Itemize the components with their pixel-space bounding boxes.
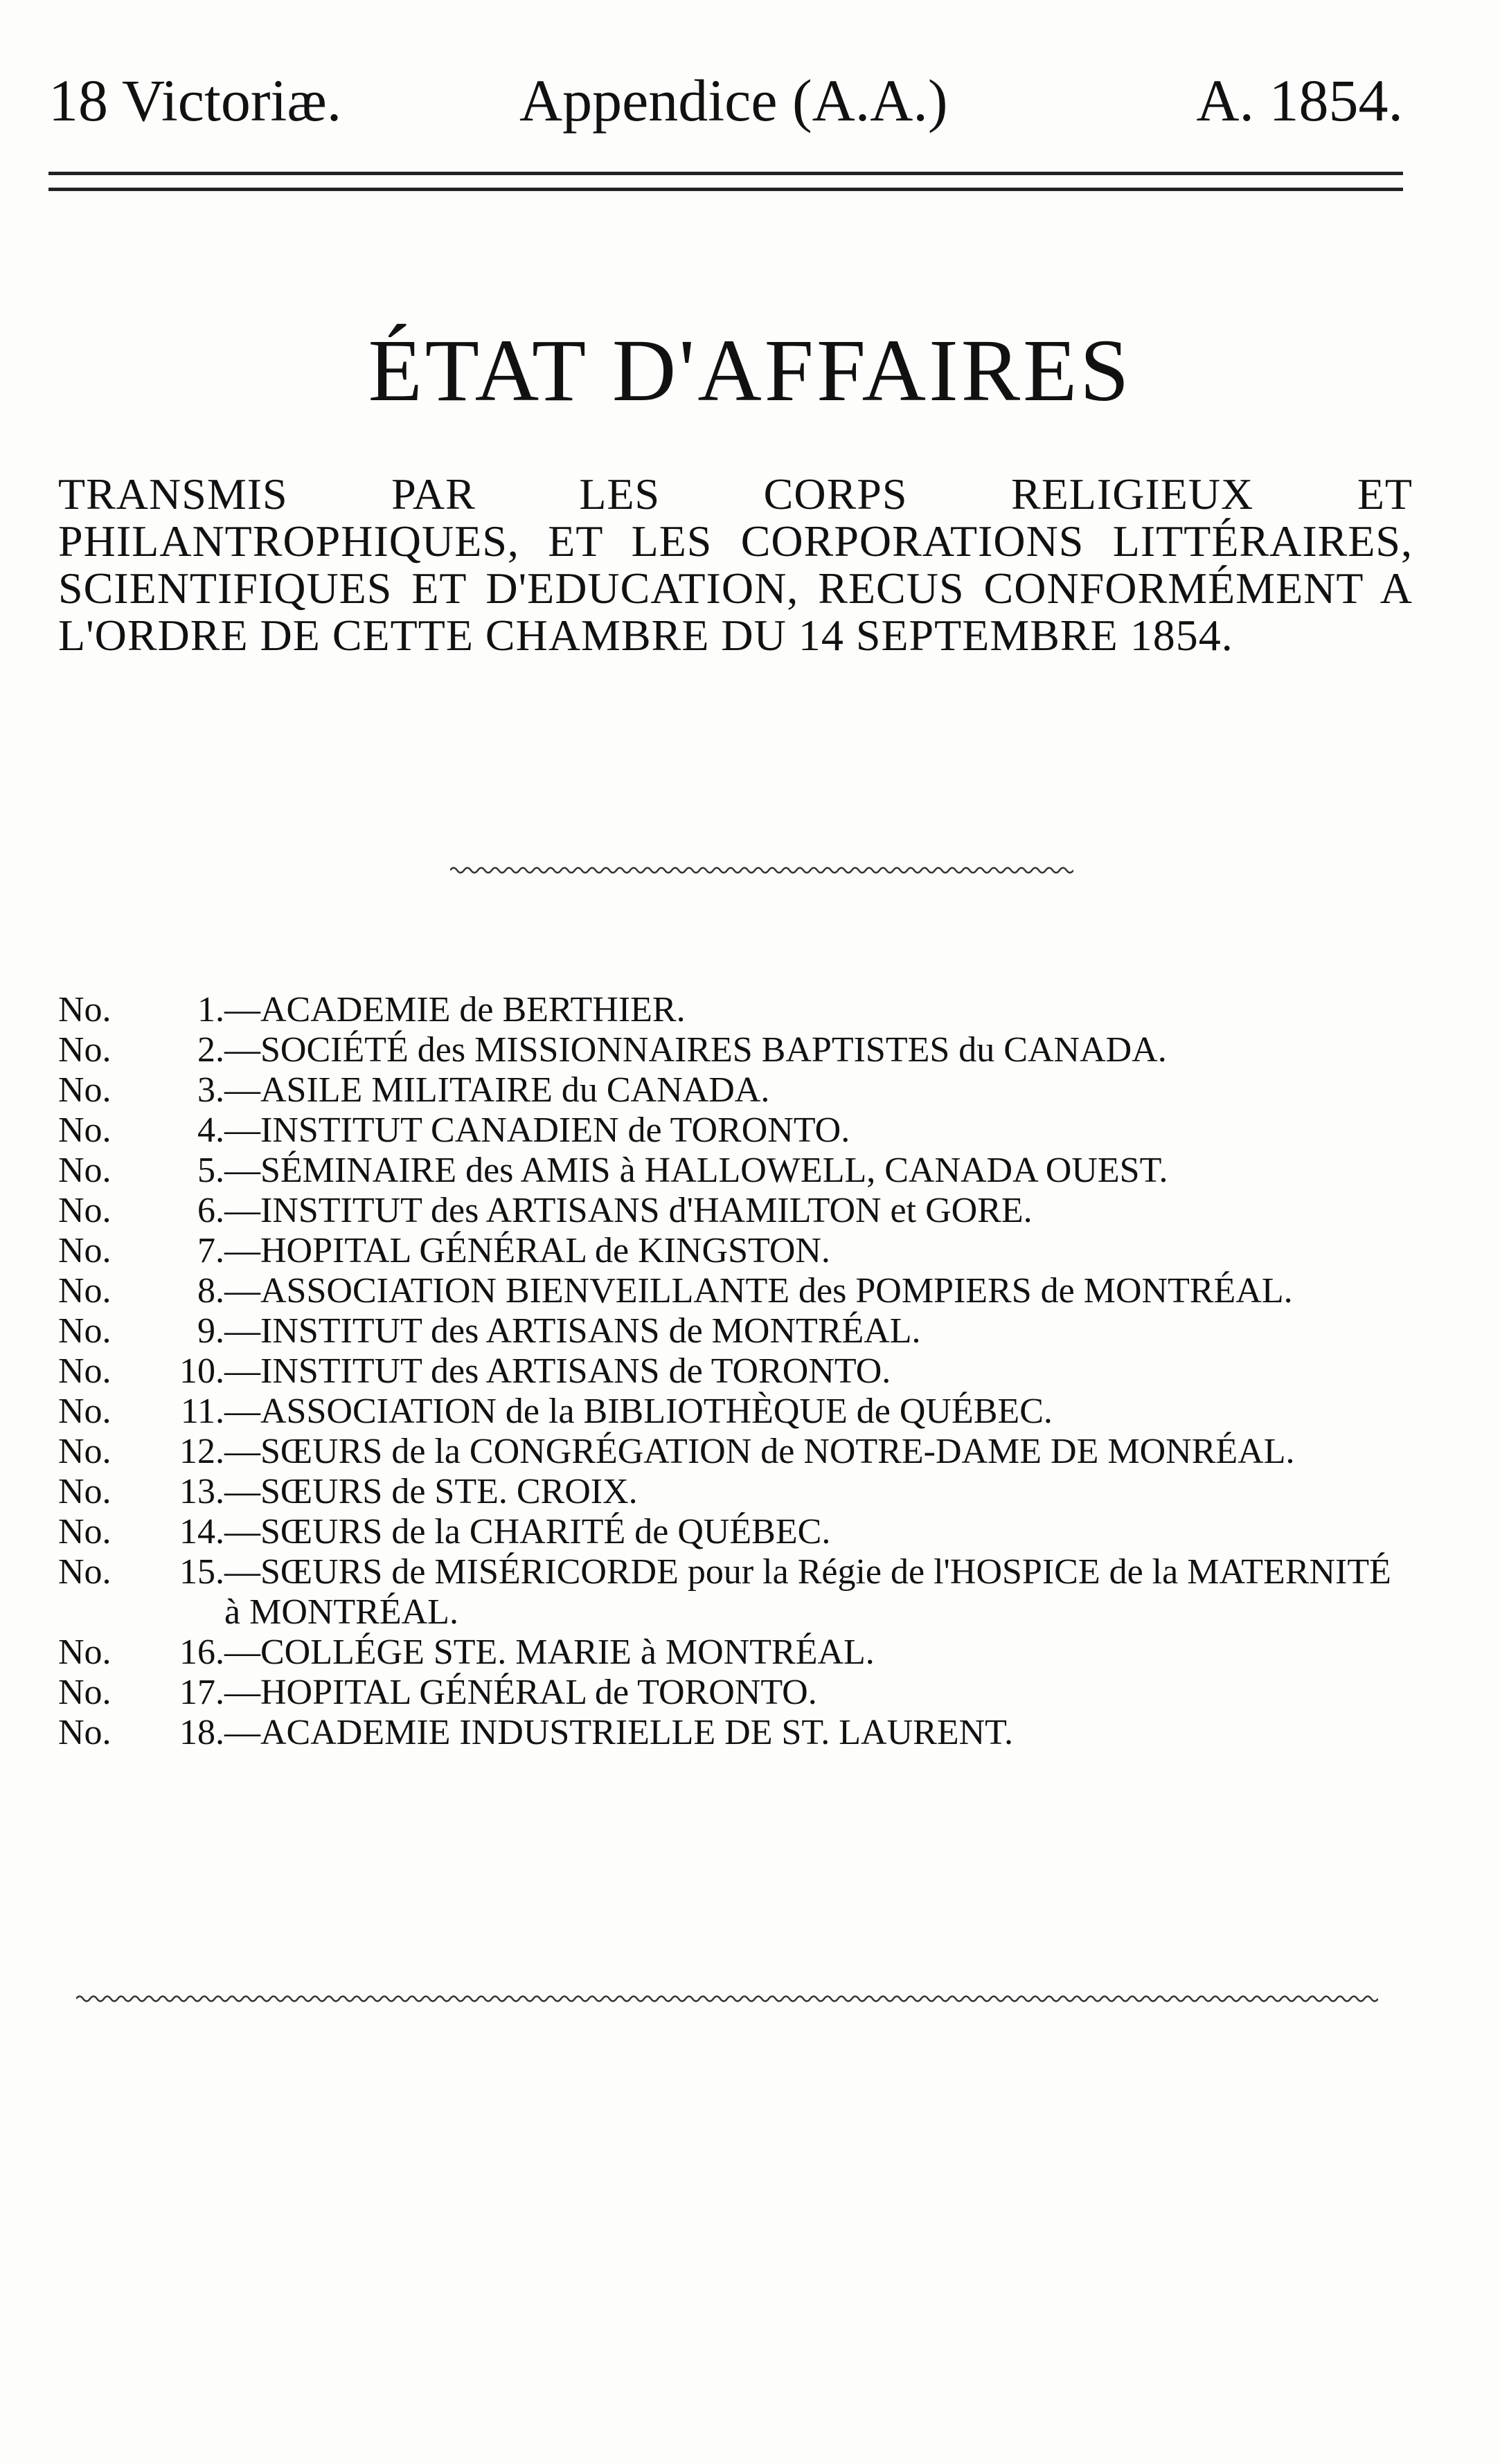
header-session: 18 Victoriæ.	[48, 67, 342, 134]
list-item	[58, 1351, 1416, 1392]
entry-title: —SOCIÉTÉ des MISSIONNAIRES BAPTISTES du CANADA.	[224, 1030, 1167, 1070]
list-item	[58, 1151, 1416, 1191]
entry-title: —ASILE MILITAIRE du CANADA.	[224, 1070, 770, 1110]
list-item	[58, 1070, 1416, 1110]
entry-no-label: No.	[58, 1030, 111, 1070]
entry-number: 18.	[179, 1713, 224, 1752]
entry-no-label: No.	[58, 1231, 111, 1270]
entry-title: —INSTITUT CANADIEN de TORONTO.	[224, 1110, 850, 1150]
list-item	[58, 1271, 1416, 1311]
entry-number: 3.	[197, 1070, 224, 1110]
entry-no-label: No.	[58, 1070, 111, 1110]
list-item	[58, 990, 1416, 1030]
entry-title: —INSTITUT des ARTISANS d'HAMILTON et GORE.	[224, 1191, 1033, 1230]
list-item	[58, 1110, 1416, 1151]
entry-title: —ACADEMIE de BERTHIER.	[224, 990, 686, 1029]
entry-title: —COLLÉGE STE. MARIE à MONTRÉAL.	[224, 1633, 875, 1672]
wavy-line-top	[450, 865, 1073, 875]
list-item	[58, 1030, 1416, 1070]
entry-title: —SŒURS de STE. CROIX.	[224, 1472, 638, 1511]
entry-title: —ACADEMIE INDUSTRIELLE DE ST. LAURENT.	[224, 1713, 1014, 1752]
entry-number: 16.	[179, 1633, 224, 1672]
page-title: ÉTAT D'AFFAIRES	[368, 321, 1132, 420]
entry-number: 12.	[179, 1432, 224, 1471]
entry-no-label: No.	[58, 1351, 111, 1391]
list-item	[58, 1512, 1416, 1552]
entry-no-label: No.	[58, 1311, 111, 1351]
entry-title: —INSTITUT des ARTISANS de MONTRÉAL.	[224, 1311, 921, 1351]
entry-number: 11.	[180, 1392, 224, 1431]
list-item	[58, 1311, 1416, 1351]
header-double-rule	[48, 172, 1403, 191]
entry-no-label: No.	[58, 1713, 111, 1752]
list-item	[58, 1633, 1416, 1673]
entry-number: 1.	[197, 990, 224, 1029]
wavy-line-bottom	[76, 1994, 1378, 2004]
entry-title: —SÉMINAIRE des AMIS à HALLOWELL, CANADA OUEST.	[224, 1151, 1168, 1190]
list-item	[58, 1713, 1416, 1753]
wavy-separator-bottom	[76, 1994, 1378, 2004]
entry-no-label: No.	[58, 1151, 111, 1190]
entry-title: —SŒURS de la CONGRÉGATION de NOTRE-DAME DE MONRÉAL.	[224, 1432, 1295, 1471]
list-item	[58, 1231, 1416, 1271]
list-item	[58, 1191, 1416, 1231]
entry-title: —ASSOCIATION de la BIBLIOTHÈQUE de QUÉBEC.	[224, 1392, 1053, 1431]
list-item	[58, 1432, 1416, 1472]
entry-no-label: No.	[58, 1271, 111, 1311]
entry-number: 9.	[197, 1311, 224, 1351]
entry-number: 14.	[179, 1512, 224, 1552]
entry-no-label: No.	[58, 1552, 111, 1592]
entry-title: —HOPITAL GÉNÉRAL de TORONTO.	[224, 1673, 817, 1712]
entry-number: 15.	[179, 1552, 224, 1592]
entry-number: 17.	[179, 1673, 224, 1712]
entry-number: 7.	[197, 1231, 224, 1270]
entry-no-label: No.	[58, 990, 111, 1029]
contents-list	[58, 990, 1416, 1753]
entry-number: 4.	[197, 1110, 224, 1150]
entry-no-label: No.	[58, 1673, 111, 1712]
entry-number: 13.	[179, 1472, 224, 1511]
entry-no-label: No.	[58, 1472, 111, 1511]
entry-title: —HOPITAL GÉNÉRAL de KINGSTON.	[224, 1231, 830, 1270]
entry-title: —SŒURS de MISÉRICORDE pour la Régie de l'HOSPICE de la MATERNITÉ à MONTRÉAL.	[224, 1552, 1391, 1632]
entry-no-label: No.	[58, 1512, 111, 1552]
entry-number: 8.	[197, 1271, 224, 1311]
entry-no-label: No.	[58, 1191, 111, 1230]
wavy-separator-top	[450, 865, 1073, 875]
entry-no-label: No.	[58, 1633, 111, 1672]
entry-no-label: No.	[58, 1110, 111, 1150]
list-item	[58, 1472, 1416, 1512]
entry-number: 2.	[197, 1030, 224, 1070]
list-item	[58, 1392, 1416, 1432]
page-subtitle: TRANSMIS PAR LES CORPS RELIGIEUX ET PHILANTROPHIQUES, ET LES CORPORATIONS LITTÉRAIRES, SCIENTIFIQUES ET D'EDUCATION, RECUS CONFORMÉMENT A L'ORDRE DE CETTE CHAMBRE DU 14 SEPTEMBRE 1854.	[58, 469, 1413, 660]
entry-number: 5.	[197, 1151, 224, 1190]
header-appendix: Appendice (A.A.)	[519, 67, 948, 134]
running-header	[48, 62, 1403, 138]
entry-title: —ASSOCIATION BIENVEILLANTE des POMPIERS de MONTRÉAL.	[224, 1271, 1293, 1311]
list-item	[58, 1673, 1416, 1713]
header-year: A. 1854.	[1196, 67, 1403, 134]
entry-title: —SŒURS de la CHARITÉ de QUÉBEC.	[224, 1512, 831, 1552]
entry-number: 6.	[197, 1191, 224, 1230]
entry-no-label: No.	[58, 1432, 111, 1471]
entry-no-label: No.	[58, 1392, 111, 1431]
entry-title: —INSTITUT des ARTISANS de TORONTO.	[224, 1351, 891, 1391]
entry-number: 10.	[179, 1351, 224, 1391]
list-item	[58, 1552, 1416, 1633]
